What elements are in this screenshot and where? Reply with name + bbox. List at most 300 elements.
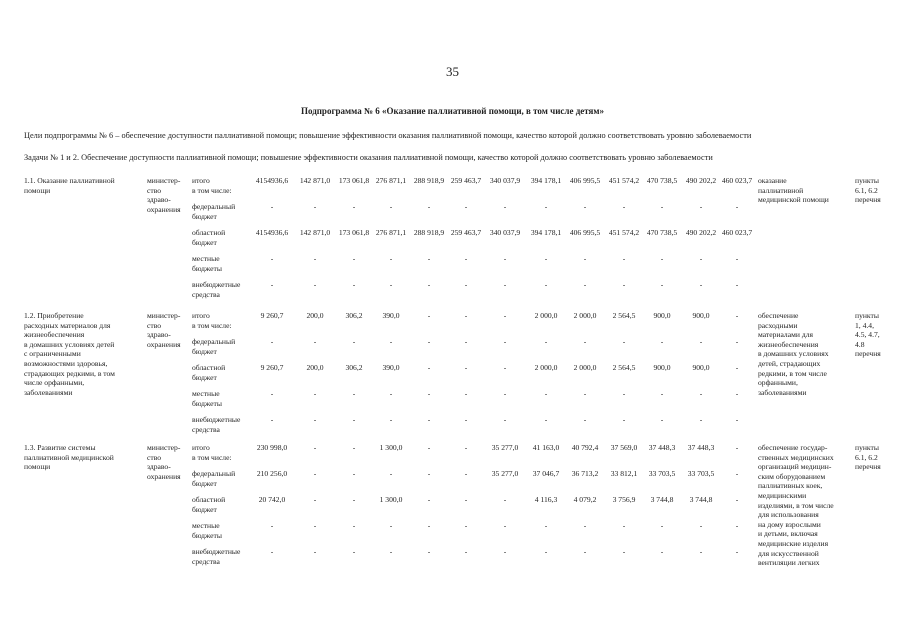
text-line: паллиативной (758, 185, 804, 195)
table-cell: 2 564,5 (612, 363, 636, 372)
table-cell: - (735, 443, 739, 452)
table-cell: 200,0 (306, 311, 324, 320)
goals-text: Цели подпрограммы № 6 – обеспечение доступности паллиативной помощи; повышение эффективности оказания паллиативной помощи, качество которой должно соответствовать уровню заболеваемости (24, 131, 752, 140)
text-line: здраво- (147, 462, 171, 472)
table-cell: - (660, 521, 664, 530)
page-number: 35 (446, 64, 459, 79)
table-cell: - (313, 280, 317, 289)
executor (147, 311, 191, 349)
text-line: жизнеобеспечения (24, 330, 85, 340)
table-cell: - (583, 280, 587, 289)
text-line: перечня (855, 349, 881, 359)
table-cell: - (660, 415, 664, 424)
text-line: перечня (855, 462, 881, 472)
table-cell: - (313, 254, 317, 263)
text-line: местные (192, 389, 220, 398)
text-line: областной (192, 495, 226, 504)
table-cell: - (735, 363, 739, 372)
table-cell: - (699, 280, 703, 289)
funding-source (192, 547, 254, 566)
table-cell: - (503, 202, 507, 211)
tasks-text: Задачи № 1 и 2. Обеспечение доступности паллиативной помощи; повышение эффективности оказания паллиативной помощи, качество которой должно соответствовать уровню заболеваемости (24, 153, 713, 162)
text-line: ство (147, 452, 162, 462)
expected-result (758, 176, 853, 205)
table-cell: - (735, 415, 739, 424)
table-cell: - (544, 254, 548, 263)
text-line: бюджеты (192, 398, 222, 408)
table-cell: - (503, 254, 507, 263)
table-cell: 37 046,7 (532, 469, 560, 478)
table-cell: 35 277,0 (491, 469, 519, 478)
table-cell: - (427, 202, 431, 211)
table-cell: - (622, 521, 626, 530)
table-cell: - (389, 521, 393, 530)
table-cell: 2 000,0 (573, 311, 597, 320)
text-line: итого (192, 176, 210, 185)
text-line: местные (192, 254, 220, 263)
text-line: паллиативной медицинской (24, 452, 114, 462)
table-cell: 9 260,7 (260, 311, 284, 320)
table-cell: - (427, 280, 431, 289)
text-line: возможностями здоровья, (24, 358, 108, 368)
table-cell: - (622, 254, 626, 263)
text-line: в том числе: (192, 452, 232, 462)
table-cell: 36 713,2 (571, 469, 599, 478)
table-cell: 288 918,9 (413, 176, 445, 185)
reference (855, 176, 895, 205)
table-cell: - (313, 469, 317, 478)
table-cell: 20 742,0 (258, 495, 286, 504)
table-cell: - (389, 254, 393, 263)
table-cell: 142 871,0 (299, 176, 331, 185)
table-cell: 2 000,0 (534, 363, 558, 372)
table-cell: - (622, 280, 626, 289)
table-cell: 4154936,6 (255, 176, 289, 185)
table-cell: - (583, 415, 587, 424)
table-cell: - (503, 415, 507, 424)
text-line: медицинской помощи (758, 195, 829, 205)
table-cell: 37 448,3 (648, 443, 676, 452)
table-cell: - (583, 547, 587, 556)
table-cell: - (270, 280, 274, 289)
text-line: здраво- (147, 195, 171, 205)
table-cell: 259 463,7 (450, 228, 482, 237)
text-line: местные (192, 521, 220, 530)
table-cell: - (464, 469, 468, 478)
text-line: 6.1, 6.2 (855, 185, 878, 195)
table-cell: - (464, 202, 468, 211)
text-line: страдающих редкими, в том (24, 368, 115, 378)
table-cell: - (735, 280, 739, 289)
funding-source (192, 228, 254, 247)
table-cell: - (313, 495, 317, 504)
table-cell: - (544, 415, 548, 424)
text-line: числе орфанными, (24, 378, 85, 388)
table-cell: - (352, 443, 356, 452)
table-cell: - (622, 202, 626, 211)
table-cell: - (622, 337, 626, 346)
table-cell: 900,0 (692, 363, 710, 372)
table-cell: - (427, 337, 431, 346)
table-cell: 406 995,5 (569, 228, 601, 237)
table-cell: 306,2 (345, 363, 363, 372)
table-cell: - (735, 389, 739, 398)
table-cell: 37 448,3 (687, 443, 715, 452)
text-line: итого (192, 443, 210, 452)
funding-source (192, 495, 254, 514)
text-line: расходных материалов для (24, 320, 111, 330)
table-cell: - (503, 547, 507, 556)
funding-source (192, 311, 254, 330)
measure-description (24, 443, 146, 472)
table-cell: 451 574,2 (608, 176, 640, 185)
table-cell: - (270, 415, 274, 424)
text-line: охранения (147, 204, 181, 214)
table-cell: 490 202,2 (685, 176, 717, 185)
text-line: помощи (24, 185, 51, 195)
table-cell: - (427, 521, 431, 530)
funding-source (192, 176, 254, 195)
table-cell: - (622, 547, 626, 556)
table-cell: 451 574,2 (608, 228, 640, 237)
text-line: федеральный (192, 202, 236, 211)
text-line: расходными (758, 320, 798, 330)
table-cell: - (735, 311, 739, 320)
table-cell: - (583, 337, 587, 346)
table-cell: - (270, 337, 274, 346)
text-line: федеральный (192, 469, 236, 478)
table-cell: - (313, 521, 317, 530)
table-cell: - (352, 254, 356, 263)
table-cell: 390,0 (382, 311, 400, 320)
text-line: ственных медицинских (758, 452, 834, 462)
funding-source (192, 469, 254, 488)
table-cell: - (503, 363, 507, 372)
table-cell: 4 079,2 (573, 495, 597, 504)
table-cell: - (544, 337, 548, 346)
text-line: ство (147, 185, 162, 195)
table-cell: - (464, 363, 468, 372)
table-cell: 2 000,0 (534, 311, 558, 320)
table-cell: 470 738,5 (646, 176, 678, 185)
table-cell: 230 998,0 (256, 443, 288, 452)
text-line: бюджет (192, 346, 217, 356)
table-cell: - (660, 254, 664, 263)
text-line: бюджеты (192, 263, 222, 273)
executor (147, 443, 191, 481)
text-line: средства (192, 424, 220, 434)
expected-result (758, 311, 853, 397)
text-line: 1.3. Развитие системы (24, 443, 96, 452)
table-cell: - (389, 469, 393, 478)
table-cell: 1 300,0 (379, 443, 403, 452)
text-line: 1.1. Оказание паллиативной (24, 176, 115, 185)
text-line: пункты (855, 311, 879, 320)
table-cell: 470 738,5 (646, 228, 678, 237)
table-cell: - (735, 521, 739, 530)
table-cell: - (464, 547, 468, 556)
text-line: обеспечение (758, 311, 799, 320)
text-line: заболеваниями (24, 387, 73, 397)
table-cell: - (313, 443, 317, 452)
measure-description (24, 311, 146, 397)
table-cell: - (699, 202, 703, 211)
table-cell: - (503, 495, 507, 504)
table-cell: - (427, 363, 431, 372)
table-cell: - (464, 415, 468, 424)
table-cell: - (427, 547, 431, 556)
table-cell: - (503, 521, 507, 530)
text-line: медицинскими (758, 490, 807, 500)
table-cell: - (389, 337, 393, 346)
table-cell: - (352, 521, 356, 530)
table-cell: 390,0 (382, 363, 400, 372)
table-cell: 210 256,0 (256, 469, 288, 478)
funding-source (192, 521, 254, 540)
table-cell: - (389, 389, 393, 398)
funding-source (192, 363, 254, 382)
text-line: здраво- (147, 330, 171, 340)
table-cell: 9 260,7 (260, 363, 284, 372)
table-cell: 200,0 (306, 363, 324, 372)
table-cell: - (583, 202, 587, 211)
table-cell: 340 037,9 (489, 176, 521, 185)
table-cell: - (270, 389, 274, 398)
table-cell: - (352, 202, 356, 211)
table-cell: - (427, 469, 431, 478)
table-cell: 173 061,8 (338, 228, 370, 237)
table-cell: 37 569,0 (610, 443, 638, 452)
text-line: 4.8 (855, 339, 865, 349)
executor (147, 176, 191, 214)
text-line: заболеваниями (758, 387, 807, 397)
table-cell: - (270, 254, 274, 263)
table-cell: - (352, 389, 356, 398)
table-cell: - (427, 495, 431, 504)
table-cell: 460 023,7 (721, 228, 753, 237)
text-line: в домашних условиях (758, 349, 829, 359)
text-line: детей, страдающих (758, 358, 821, 368)
text-line: для искусственной (758, 548, 819, 558)
table-cell: - (313, 547, 317, 556)
table-cell: - (660, 280, 664, 289)
text-line: в том числе: (192, 320, 232, 330)
table-cell: - (352, 547, 356, 556)
text-line: итого (192, 311, 210, 320)
table-cell: - (313, 202, 317, 211)
text-line: пункты (855, 176, 879, 185)
table-cell: - (583, 254, 587, 263)
text-line: в том числе: (192, 185, 232, 195)
text-line: 6.1, 6.2 (855, 452, 878, 462)
table-cell: - (660, 337, 664, 346)
text-line: бюджет (192, 237, 217, 247)
table-cell: - (427, 389, 431, 398)
table-cell: 41 163,0 (532, 443, 560, 452)
table-cell: - (352, 469, 356, 478)
text-line: обеспечение государ- (758, 443, 828, 452)
table-cell: - (352, 337, 356, 346)
text-line: областной (192, 363, 226, 372)
text-line: бюджет (192, 504, 217, 514)
text-line: средства (192, 289, 220, 299)
table-cell: - (735, 469, 739, 478)
table-cell: - (270, 521, 274, 530)
text-line: пункты (855, 443, 879, 452)
text-line: ство (147, 320, 162, 330)
reference (855, 443, 895, 472)
text-line: 1.2. Приобретение (24, 311, 84, 320)
subprogram-title: Подпрограмма № 6 «Оказание паллиативной помощи, в том числе детям» (300, 106, 605, 116)
table-cell: - (352, 495, 356, 504)
table-cell: - (464, 311, 468, 320)
text-line: в домашних условиях детей (24, 339, 115, 349)
table-cell: - (583, 521, 587, 530)
table-cell: - (622, 415, 626, 424)
text-line: жизнеобеспечения (758, 339, 819, 349)
table-cell: 490 202,2 (685, 228, 717, 237)
text-line: паллиативных коек, (758, 481, 823, 491)
table-cell: 288 918,9 (413, 228, 445, 237)
table-cell: - (699, 521, 703, 530)
table-cell: - (503, 280, 507, 289)
table-cell: - (313, 415, 317, 424)
table-cell: - (699, 389, 703, 398)
table-cell: - (464, 254, 468, 263)
table-cell: - (389, 547, 393, 556)
table-cell: - (464, 337, 468, 346)
table-cell: 142 871,0 (299, 228, 331, 237)
funding-source (192, 443, 254, 462)
table-cell: 900,0 (692, 311, 710, 320)
table-cell: - (735, 254, 739, 263)
table-cell: 276 871,1 (375, 228, 407, 237)
table-cell: 33 703,5 (687, 469, 715, 478)
table-cell: - (270, 202, 274, 211)
text-line: охранения (147, 339, 181, 349)
text-line: изделиями, в том числе (758, 500, 834, 510)
text-line: 4.5, 4.7, (855, 330, 880, 340)
table-cell: - (735, 337, 739, 346)
table-cell: - (389, 415, 393, 424)
table-cell: - (427, 311, 431, 320)
text-line: федеральный (192, 337, 236, 346)
table-cell: - (735, 202, 739, 211)
funding-source (192, 254, 254, 273)
reference (855, 311, 895, 359)
table-cell: - (389, 202, 393, 211)
table-cell: - (503, 337, 507, 346)
table-cell: 900,0 (653, 311, 671, 320)
table-cell: - (544, 202, 548, 211)
text-line: на дому взрослыми (758, 519, 821, 529)
text-line: внебюджетные (192, 280, 241, 289)
text-line: бюджет (192, 211, 217, 221)
text-line: внебюджетные (192, 415, 241, 424)
text-line: медицинские изделия (758, 538, 829, 548)
table-cell: - (464, 495, 468, 504)
table-cell: 900,0 (653, 363, 671, 372)
text-line: министер- (147, 311, 181, 320)
table-cell: 33 703,5 (648, 469, 676, 478)
table-cell: - (699, 547, 703, 556)
table-cell: - (503, 389, 507, 398)
text-line: министер- (147, 176, 181, 185)
table-cell: - (544, 280, 548, 289)
table-cell: - (464, 521, 468, 530)
table-cell: - (699, 337, 703, 346)
table-cell: - (544, 521, 548, 530)
table-cell: 2 000,0 (573, 363, 597, 372)
table-cell: 3 756,9 (612, 495, 636, 504)
funding-source (192, 415, 254, 434)
table-cell: - (427, 415, 431, 424)
table-cell: - (583, 389, 587, 398)
table-cell: 4154936,6 (255, 228, 289, 237)
text-line: областной (192, 228, 226, 237)
table-cell: - (735, 495, 739, 504)
text-line: с ограниченными (24, 349, 81, 359)
table-cell: 33 812,1 (610, 469, 638, 478)
table-cell: - (464, 443, 468, 452)
table-cell: 394 178,1 (530, 228, 562, 237)
table-cell: 3 744,8 (689, 495, 713, 504)
text-line: перечня (855, 195, 881, 205)
text-line: для использования (758, 510, 819, 520)
table-cell: - (544, 547, 548, 556)
table-cell: - (660, 389, 664, 398)
text-line: вентиляции легких (758, 558, 820, 568)
table-cell: - (313, 389, 317, 398)
table-cell: - (699, 415, 703, 424)
table-cell: - (503, 311, 507, 320)
text-line: охранения (147, 471, 181, 481)
table-cell: 340 037,9 (489, 228, 521, 237)
funding-source (192, 337, 254, 356)
text-line: редкими, в том числе (758, 368, 827, 378)
table-cell: 2 564,5 (612, 311, 636, 320)
table-cell: - (427, 443, 431, 452)
table-cell: 173 061,8 (338, 176, 370, 185)
table-cell: 3 744,8 (650, 495, 674, 504)
text-line: бюджеты (192, 530, 222, 540)
text-line: бюджет (192, 478, 217, 488)
table-cell: - (464, 389, 468, 398)
text-line: бюджет (192, 372, 217, 382)
table-cell: 306,2 (345, 311, 363, 320)
text-line: оказание (758, 176, 787, 185)
text-line: министер- (147, 443, 181, 452)
table-cell: - (464, 280, 468, 289)
text-line: ским оборудованием (758, 471, 826, 481)
text-line: орфанными, (758, 378, 798, 388)
table-cell: - (427, 254, 431, 263)
table-cell: 406 995,5 (569, 176, 601, 185)
table-cell: 394 178,1 (530, 176, 562, 185)
text-line: внебюджетные (192, 547, 241, 556)
table-cell: - (352, 415, 356, 424)
table-cell: 35 277,0 (491, 443, 519, 452)
table-cell: - (660, 202, 664, 211)
text-line: материалами для (758, 330, 813, 340)
table-cell: 276 871,1 (375, 176, 407, 185)
expected-result (758, 443, 853, 568)
funding-source (192, 202, 254, 221)
table-cell: - (389, 280, 393, 289)
table-cell: - (352, 280, 356, 289)
table-cell: 460 023,7 (721, 176, 753, 185)
table-cell: - (270, 547, 274, 556)
